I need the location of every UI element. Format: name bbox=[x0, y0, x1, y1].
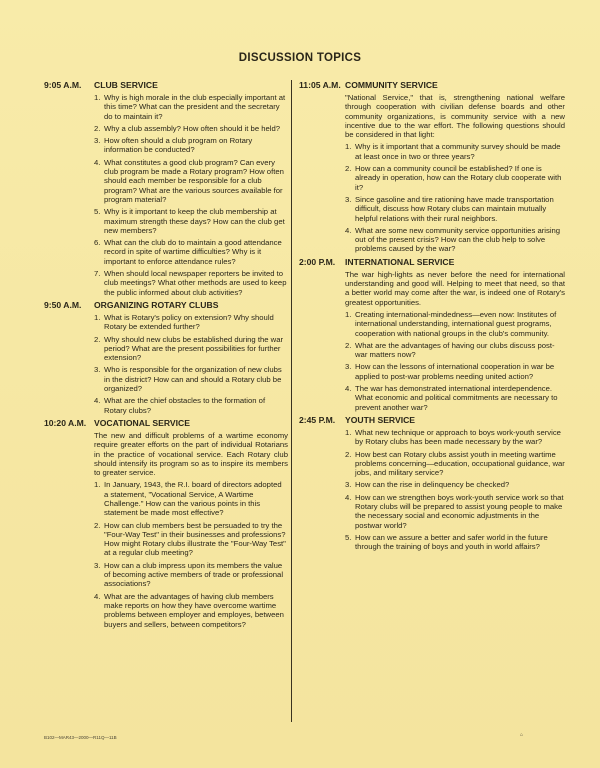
section-name: CLUB SERVICE bbox=[94, 80, 158, 90]
section-body bbox=[345, 428, 565, 552]
question-number: 7. bbox=[94, 269, 101, 279]
section-intro: "National Service," that is, strengthening national welfare through cooperation with civilian defense boards and other community organizations, is community service with a new incentive due to the war effort. The following questions should be considered in that light: bbox=[345, 93, 565, 140]
question-number: 6. bbox=[94, 238, 101, 248]
section-intro: The war high-lights as never before the need for international understanding and good will. Helping to meet that need, so that a better world may come after the war, is indeed one of Rotary's greatest opportunities. bbox=[345, 269, 565, 307]
question-text: Why should new clubs be established during the war period? What are the present possibilities for further extension? bbox=[104, 334, 284, 363]
question-number: 2. bbox=[345, 449, 352, 459]
section-time: 9:50 A.M. bbox=[44, 299, 82, 310]
question-text: In January, 1943, the R.I. board of directors adopted a statement, "Vocational Service, A Wartime Challenge." How can the various points in this statement be made most effective? bbox=[104, 480, 282, 518]
question-number: 1. bbox=[345, 427, 352, 437]
question-text: When should local newspaper reporters be invited to club meetings? What other methods are used to keep the public informed about club activities? bbox=[104, 269, 287, 297]
right-column bbox=[299, 80, 565, 554]
question-item bbox=[94, 158, 288, 204]
question-number: 3. bbox=[345, 194, 352, 204]
question-item bbox=[345, 310, 565, 338]
question-item bbox=[94, 136, 288, 155]
question-number: 2. bbox=[345, 164, 352, 174]
section-body bbox=[345, 93, 565, 254]
section-intro: The new and difficult problems of a wartime economy require greater efforts on the part of individual Rotarians in the practice of vocational service. Each Rotary club should intensify its program so as to inspire its members to greater service. bbox=[94, 430, 288, 478]
question-item bbox=[345, 480, 565, 489]
section-heading bbox=[299, 415, 565, 426]
question-text: Why is high morale in the club especially important at this time? What can the president and the secretary do to maintain it? bbox=[104, 93, 286, 121]
question-text: Who is responsible for the organization of new clubs in the district? How can and should a Rotary club be organized? bbox=[104, 365, 282, 394]
question-number: 4. bbox=[94, 396, 101, 406]
question-text: What are the advantages of having club members make reports on how they have overcome wartime problems between employer and employes, between buyers and sellers, between competitors? bbox=[104, 591, 284, 629]
question-text: What new technique or approach to boys work-youth service by Rotary clubs has been made necessary by the war? bbox=[355, 427, 561, 447]
question-item bbox=[94, 335, 288, 363]
question-item bbox=[94, 207, 288, 235]
question-number: 2. bbox=[345, 340, 352, 350]
question-number: 3. bbox=[94, 560, 101, 570]
question-item bbox=[94, 93, 288, 121]
question-item bbox=[345, 384, 565, 412]
question-text: How can a community council be established? If one is already in operation, how can the Rotary club cooperate with it? bbox=[355, 164, 562, 192]
question-text: How can the rise in delinquency be checked? bbox=[355, 480, 510, 490]
question-number: 3. bbox=[345, 480, 352, 490]
topic-section bbox=[44, 80, 288, 297]
question-text: How often should a club program on Rotary information be conducted? bbox=[104, 136, 253, 155]
section-heading bbox=[299, 80, 565, 91]
page-title: DISCUSSION TOPICS bbox=[238, 52, 362, 64]
question-text: Why is it important that a community survey should be made at least once in two or three years? bbox=[355, 142, 561, 161]
question-text: How can we strengthen boys work-youth service work so that Rotary clubs will be prepared to assist young people to make the necessary social and economic adjustments in the postwar world? bbox=[355, 492, 564, 530]
section-time: 11:05 A.M. bbox=[299, 80, 341, 90]
question-text: How can we assure a better and safer world in the future through the training of boys and youth in world affairs? bbox=[355, 532, 548, 552]
topic-section bbox=[44, 418, 288, 629]
question-text: What are some new community service opportunities arising out of the present crisis? How can the club help to solve problems caused by the war? bbox=[355, 225, 561, 254]
question-item bbox=[345, 362, 565, 381]
question-text: How best can Rotary clubs assist youth in meeting wartime problems concerning—education, occupational guidance, war jobs, and military service? bbox=[355, 449, 565, 478]
question-text: What can the club do to maintain a good attendance record in spite of wartime difficulties? Why is it important to enforce attendance rules? bbox=[104, 238, 282, 266]
question-number: 3. bbox=[94, 365, 101, 375]
question-item bbox=[94, 238, 288, 266]
question-item bbox=[94, 313, 288, 332]
section-body bbox=[345, 270, 565, 412]
section-name: COMMUNITY SERVICE bbox=[345, 80, 438, 90]
question-number: 1. bbox=[94, 312, 101, 322]
question-text: The war has demonstrated international interdependence. What economic and political commitments are necessary to prevent another war? bbox=[355, 384, 558, 412]
question-number: 1. bbox=[345, 309, 352, 319]
question-item bbox=[94, 521, 288, 558]
section-body bbox=[94, 431, 288, 629]
question-text: How can the lessons of international cooperation in war be applied to post-war problems needing united action? bbox=[355, 362, 555, 381]
question-number: 4. bbox=[345, 384, 352, 394]
question-number: 1. bbox=[345, 142, 352, 152]
question-item bbox=[94, 480, 288, 517]
question-number: 4. bbox=[345, 225, 352, 235]
topic-section bbox=[44, 300, 288, 415]
question-number: 1. bbox=[94, 480, 101, 490]
question-item bbox=[345, 164, 565, 192]
question-item bbox=[345, 450, 565, 478]
section-name: INTERNATIONAL SERVICE bbox=[345, 256, 455, 267]
question-item bbox=[94, 592, 288, 629]
question-text: How can club members best be persuaded to try the "Four-Way Test" in their businesses and professions? How might Rotary clubs illustrate the "Four-Way Test" at a regular club meeting? bbox=[104, 520, 286, 558]
topic-section bbox=[299, 415, 565, 552]
union-label-icon: ⌂ bbox=[520, 732, 524, 738]
question-number: 2. bbox=[94, 334, 101, 344]
question-number: 5. bbox=[345, 532, 352, 542]
question-item bbox=[345, 428, 565, 447]
section-time: 2:00 P.M. bbox=[299, 256, 336, 267]
question-text: Why is it important to keep the club membership at maximum strength these days? How can the club get new members? bbox=[104, 207, 285, 235]
question-item bbox=[345, 142, 565, 161]
section-time: 10:20 A.M. bbox=[44, 417, 87, 428]
question-item bbox=[345, 195, 565, 223]
question-item bbox=[94, 124, 288, 133]
section-name: VOCATIONAL SERVICE bbox=[94, 417, 190, 428]
section-time: 2:45 P.M. bbox=[299, 414, 336, 425]
question-number: 4. bbox=[94, 157, 101, 167]
print-code: B102—MAR43—2000—R11Q—11B bbox=[44, 735, 117, 740]
question-number: 2. bbox=[94, 520, 101, 530]
question-number: 1. bbox=[94, 93, 101, 102]
question-item bbox=[345, 226, 565, 254]
question-text: How can a club impress upon its members the value of becoming active members of trade or professional associations? bbox=[104, 560, 284, 589]
question-text: Creating international-mindedness—even now: Institutes of international understanding, international guest programs, cooperation with national groups in the club's community. bbox=[355, 309, 557, 338]
question-text: Since gasoline and tire rationing have made transportation difficult, discuss how Rotary clubs can maintain mutually helpful relations with their rural neighbors. bbox=[355, 194, 554, 223]
question-item bbox=[94, 365, 288, 393]
question-text: What is Rotary's policy on extension? Why should Rotary be extended further? bbox=[104, 312, 274, 332]
question-number: 4. bbox=[345, 492, 352, 502]
section-body bbox=[94, 313, 288, 415]
section-heading bbox=[44, 418, 288, 429]
question-item bbox=[94, 269, 288, 297]
question-item bbox=[345, 533, 565, 552]
section-heading bbox=[44, 80, 288, 91]
left-column bbox=[44, 80, 288, 632]
question-number: 5. bbox=[94, 207, 101, 217]
question-number: 2. bbox=[94, 123, 101, 133]
section-heading bbox=[44, 300, 288, 311]
question-item bbox=[345, 341, 565, 360]
section-time: 9:05 A.M. bbox=[44, 80, 82, 90]
question-item bbox=[94, 396, 288, 415]
question-number: 3. bbox=[345, 362, 352, 372]
question-item bbox=[94, 561, 288, 589]
question-text: What are the chief obstacles to the formation of Rotary clubs? bbox=[104, 396, 266, 415]
column-divider bbox=[291, 80, 292, 722]
question-number: 4. bbox=[94, 591, 101, 601]
question-text: What are the advantages of having our clubs discuss post-war matters now? bbox=[355, 340, 555, 360]
topic-section bbox=[299, 80, 565, 254]
question-text: Why a club assembly? How often should it be held? bbox=[104, 123, 281, 133]
topic-section bbox=[299, 257, 565, 412]
section-name: YOUTH SERVICE bbox=[345, 414, 416, 425]
section-heading bbox=[299, 257, 565, 268]
section-name: ORGANIZING ROTARY CLUBS bbox=[94, 299, 219, 310]
question-text: What constitutes a good club program? Can every club program be made a Rotary program? How often should each member be responsible for a club program? What are the various sources available for program material? bbox=[104, 157, 284, 204]
question-number: 3. bbox=[94, 136, 101, 146]
section-body bbox=[94, 93, 288, 297]
question-item bbox=[345, 493, 565, 530]
